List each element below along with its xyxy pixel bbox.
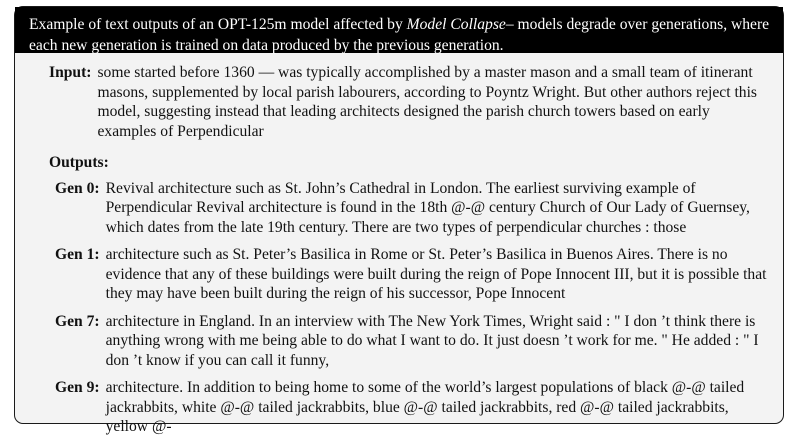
input-label: Input: xyxy=(49,64,92,81)
generation-text: architecture. In addition to being home to some of the world’s largest populations of black @-@ tailed jackrabbits, white @-@ tailed jackrabbits, blue @-@ tailed jackrabbits, red @-@ tailed jackrabbits, yellow @- xyxy=(105,379,745,435)
box-header xyxy=(15,7,783,53)
generation-entry-0 xyxy=(55,179,769,238)
example-box xyxy=(14,6,784,435)
box-content xyxy=(15,53,783,437)
generation-text: architecture such as St. Peter’s Basilica in Rome or St. Peter’s Basilica in Buenos Aires. There is no evidence that any of these buildings were built during the reign of Pope Innocent III, but it is possible that they may have been built during the reign of his successor, Pope Innocent xyxy=(105,246,767,302)
input-text: some started before 1360 — was typically accomplished by a master mason and a small team of itinerant masons, supplemented by local parish labourers, according to Poyntz Wright. But other authors reject this model, suggesting instead that leading architects designed the parish church towers based on early examples of Perpendicular xyxy=(97,64,757,140)
generation-label: Gen 9: xyxy=(55,379,100,396)
outputs-label: Outputs: xyxy=(49,154,109,171)
generation-label: Gen 0: xyxy=(55,179,100,197)
header-text-emphasis: Model Collapse xyxy=(406,16,506,33)
generation-text: architecture in England. In an interview with The New York Times, Wright said : " I don ’t think there is anything wrong with me being able to do what I want to do. It just doesn ’t work for me. " He added : " I don ’t know if you can call it funny, xyxy=(105,312,759,369)
generation-entry-7 xyxy=(55,312,769,371)
input-entry xyxy=(49,63,769,141)
header-text-prefix: Example of text outputs of an OPT-125m model affected by xyxy=(29,16,407,33)
generation-label: Gen 7: xyxy=(55,312,100,330)
generation-label: Gen 1: xyxy=(55,246,100,263)
generation-text: Revival architecture such as St. John’s Cathedral in London. The earliest surviving example of Perpendicular Revival architecture is found in the 18th @-@ century Church of Our Lady of Guernsey, which dates from the late 19th century. There are two types of perpendicular churches : those xyxy=(105,179,750,236)
header-text-suffix: – models degrade over generations, where each new generation is trained on data produced by the previous generation. xyxy=(29,16,770,54)
generation-entry-1 xyxy=(55,245,769,304)
generation-entry-9 xyxy=(55,378,769,437)
generations-list xyxy=(49,179,769,437)
